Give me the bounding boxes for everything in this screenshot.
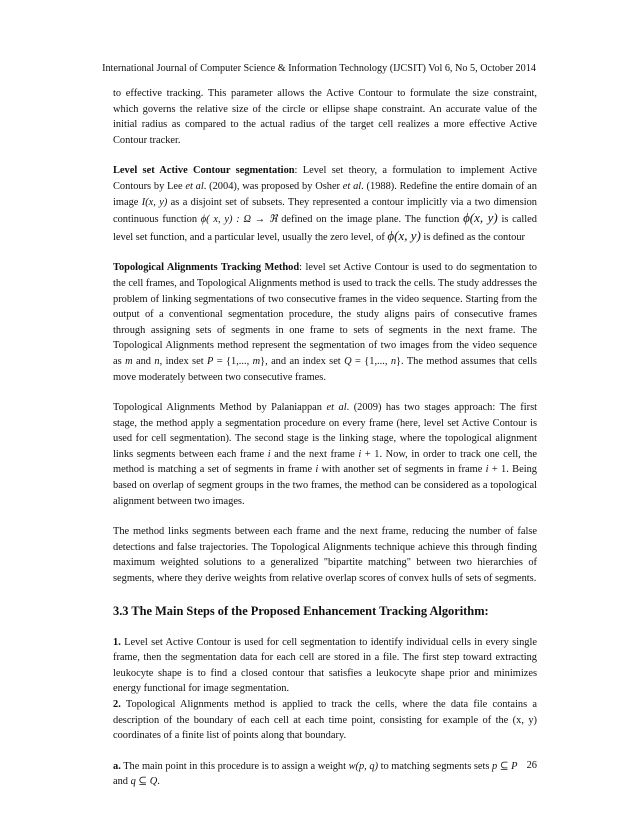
paragraph-links: The method links segments between each frame and the next frame, reducing the number of false detections and false trajectories. The Topological Alignments technique achieve this through finding maximum weighted solutions to a generalized "bipartite matching" between two hierarchies of segments, where they derive weights from relative overlap scores of convex hulls of sets of segments. <box>113 526 537 585</box>
paragraph-topological: Topological Alignments Tracking Method: level set Active Contour is used to do segmentation to the cell frames, and Topological Alignments method is used to track the cells. The study addresses the problem of linking segmentations of two consecutive frames in the video sequence. Starting from the output of a conventional segmentation procedure, the study aligns pairs of consecutive frames through assigning sets of segments in one frame to sets of segments in the next frame. The Topological Alignments method represent the segmentation of two images from the video sequence as m and n, index set P = {1,..., m}, and an index set Q = {1,..., n}. The method assumes that cells move moderately between two consecutive frames. <box>113 262 538 383</box>
step-2: 2. Topological Alignments method is applied to track the cells, where the data file contains a description of the boundary of each cell at each time point, consisting for example of the (x, y) coordinates of a finite list of points along that boundary. <box>113 699 537 742</box>
math-function: ϕ( x, y) : Ω → ℜ <box>200 214 278 226</box>
paragraph-title: Topological Alignments Tracking Method <box>113 262 300 274</box>
journal-header: International Journal of Computer Science & Information Technology (IJCSIT) Vol 6, No 5, October 2014 <box>102 63 536 74</box>
body-text <box>113 86 537 790</box>
paragraph-palaniappan: Topological Alignments Method by Palaniappan et al. (2009) has two stages approach: The first stage, the method apply a segmentation procedure on every frame (here, level set Active Contour is used for cell segmentation). The second stage is the linking stage, where the topological alignment links segments between each frame i and the next frame i + 1. Now, in order to track one cell, the method is matching a set of segments in frame i with another set of segments in frame i + 1. Being based on overlap of segment groups in the two frames, the method can be considered as a topological alignment between two images. <box>113 402 538 507</box>
step-1: 1. Level set Active Contour is used for cell segmentation to identify individual cells in every single frame, then the segmentation data for each cell are stored in a file. The first step toward extracting leukocyte shape is to find a closed contour that satisfies a leukocyte shape prior and minimizes energy functional for image segmentation. <box>113 636 537 695</box>
math-phi: ϕ(x, y) <box>463 210 498 226</box>
step-a: a. The main point in this procedure is to assign a weight w(p, q) to matching segments sets p ⊆ P and q ⊆ Q. <box>113 760 518 788</box>
section-heading: 3.3 The Main Steps of the Proposed Enhancement Tracking Algorithm: <box>113 603 489 618</box>
math-phi: ϕ(x, y) <box>387 227 421 243</box>
paragraph-intro: to effective tracking. This parameter allows the Active Contour to formulate the size constraint, which governs the relative size of the circle or ellipse shape constraint. An accurate value of the initial radius as compared to the actual radius of the target cell realizes a more effective Active Contour tracker. <box>113 88 537 146</box>
paragraph-level-set: Level set Active Contour segmentation: Level set theory, a formulation to implement Active Contours by Lee et al. (2004), was proposed by Osher et al. (1988). Redefine the entire domain of an image I(x, y) as a disjoint set of subsets. They represented a contour implicitly via a two dimension continuous function ϕ( x, y) : Ω → ℜ defined on the image plane. The function ϕ(x, y) is called level set function, and a particular level, usually the zero level, of ϕ(x, y) is defined as the contour <box>113 165 537 243</box>
page-number: 26 <box>526 760 537 771</box>
paragraph-title: Level set Active Contour segmentation <box>113 165 295 177</box>
